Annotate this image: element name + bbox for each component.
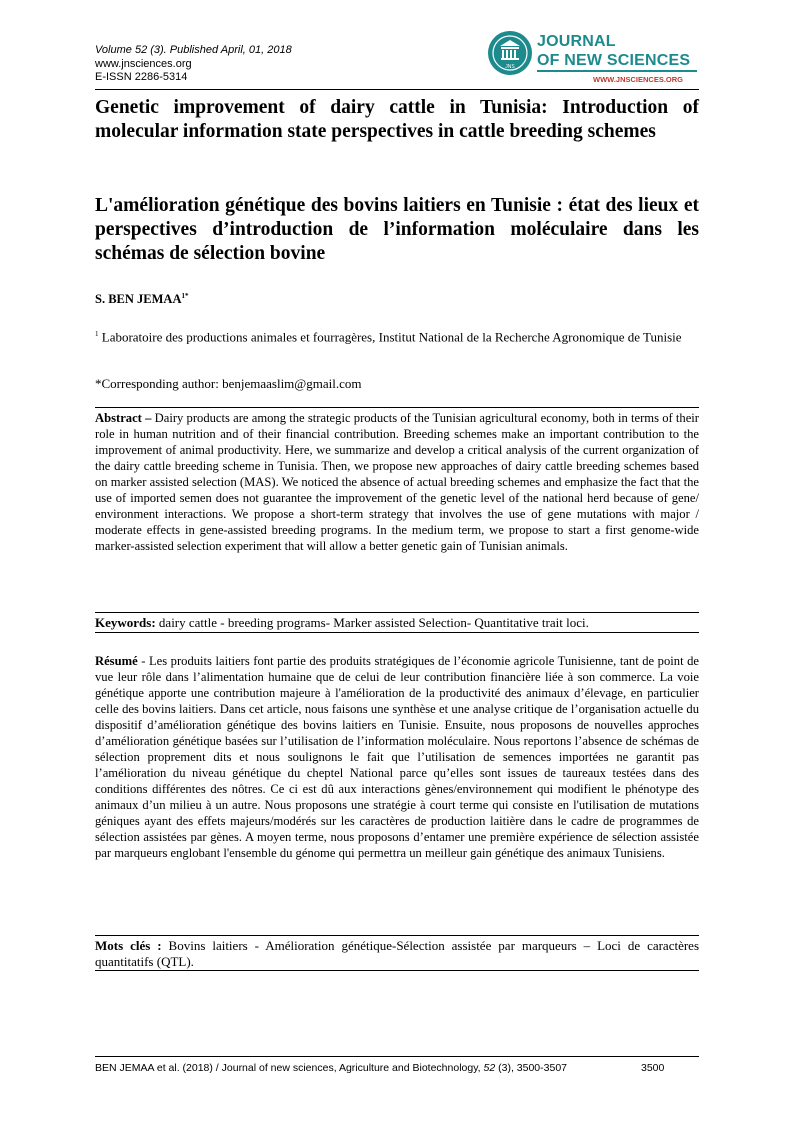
mots-cles-top-rule [95,935,699,936]
resume [95,653,699,861]
mots-cles-text: Bovins laitiers - Amélioration génétique-Sélection assistée par marqueurs – Loci de caractères quantitatifs (QTL). [95,938,700,969]
page-number: 3500 [641,1062,665,1074]
author-name: S. BEN JEMAA [95,292,182,307]
citation-volume: 52 [483,1062,496,1074]
journal-seal-icon [487,30,533,76]
journal-logo [487,30,707,88]
journal-eissn: E-ISSN 2286-5314 [95,71,188,83]
title-french: L'amélioration génétique des bovins laitiers en Tunisie : état des lieux et perspectives d’introduction de l’information moléculaire dans les schémas de sélection bovine [95,195,699,264]
resume-text: - Les produits laitiers font partie des produits stratégiques de l’économie agricole Tunisienne, tant de point de vue leur rôle dans l’alimentation humaine que de celui de leur contribution financière liée à son commerce. La voie génétique apporte une contribution majeure à l'amélioration de la productivité des animaux d’élevage, en particulier celle des bovins laitiers. Dans cet article, nous faisons une synthèse et une analyse critique de l’organisation actuelle du dispositif d’amélioration génétique des bovins laitiers en Tunisie. Ensuite, nous proposons de nouvelles approches d’amélioration génétique basées sur l’utilisation de l’information moléculaire. Nous reportons l’absence de schémas de sélection proprement dits et nous soulignons le fait que l’utilisation de semences importées ne garantit pas l’amélioration du niveau génétique du cheptel National parce qu’elles sont issues de taureaux testées dans des conditions différentes des nôtres. Ce ci est dû aux interactions gènes/environnement qui modifient le phénotype des animaux d’un milieu à un autre. Nous proposons une stratégie à court terme qui consiste en l'utilisation de mutations géniques ayant des effets majeurs/modérés sur les caractères de production laitière dans le cadre de programmes de sélection assistées par gènes. A moyen terme, nous proposons d’entamer une première expérience de sélection assistée par marqueurs englobant l'ensemble du génome qui permettra un meilleur gain génétique des animaux Tunisiens. [95,654,699,860]
keywords [95,615,699,631]
citation-start: BEN JEMAA et al. (2018) / Journal of new sciences, Agriculture and Biotechnology, [95,1062,484,1074]
abstract-text: Dairy products are among the strategic products of the Tunisian agricultural economy, both in terms of their role in human nutrition and of their financial contribution. Breeding schemes make an important contribution to the improvement of animal productivity. Here, we summarize and develop a critical analysis of the current organization of the dairy cattle breeding scheme in Tunisia. Then, we propose new approaches of dairy cattle breeding schemes based on marker assisted selection (MAS). We noticed the absence of actual breeding schemes and emphasize the fact that the use of imported semen does not guarantee the improvement of the genetic level of the national herd because of gene/ environment interactions. We propose a short-term strategy that involves the use of gene mutations with major / moderate effects in gene-assisted breeding programs. In the medium term, we propose to start a first genome-wide marker-assisted selection experiment that will allow a better genetic gain of Tunisian animals. [95,411,700,553]
keywords-text: dairy cattle - breeding programs- Marker assisted Selection- Quantitative trait loci. [158,615,589,630]
corresponding-author: *Corresponding author: benjemaaslim@gmail.com [95,376,362,391]
author-sup: 1* [181,292,189,300]
logo-line-2: OF NEW SCIENCES [537,52,691,69]
abstract [95,410,699,554]
logo-line-1: JOURNAL [537,33,616,50]
journal-website[interactable]: www.jnsciences.org [95,57,192,70]
keywords-top-rule [95,612,699,613]
keywords-bottom-rule [95,632,699,633]
citation-end: (3), 3500-3507 [495,1062,568,1074]
author-line [95,292,188,307]
title-english: Genetic improvement of dairy cattle in Tunisia: Introduction of molecular information state perspectives in cattle breeding schemes [95,97,699,142]
affiliation-text: Laboratoire des productions animales et fourragères, Institut National de la Recherche Agronomique de Tunisie [101,329,682,345]
abstract-top-rule [95,407,699,408]
header-rule [95,89,699,90]
mots-cles [95,938,699,970]
mots-cles-label: Mots clés : [95,938,162,953]
keywords-label: Keywords: [95,615,156,630]
logo-divider [537,70,697,72]
resume-label: Résumé [95,654,138,668]
volume-line: Volume 52 (3). Published April, 01, 2018 [95,44,292,56]
seal-text: JNS [505,64,515,70]
abstract-label: Abstract – [95,411,152,425]
mots-cles-bottom-rule [95,970,699,971]
footer-citation [95,1062,567,1074]
journal-meta [95,44,292,85]
footer-rule [95,1056,699,1057]
affiliation-sup: 1 [95,330,99,338]
logo-url[interactable]: WWW.JNSCIENCES.ORG [593,75,684,84]
affiliation [95,326,699,345]
